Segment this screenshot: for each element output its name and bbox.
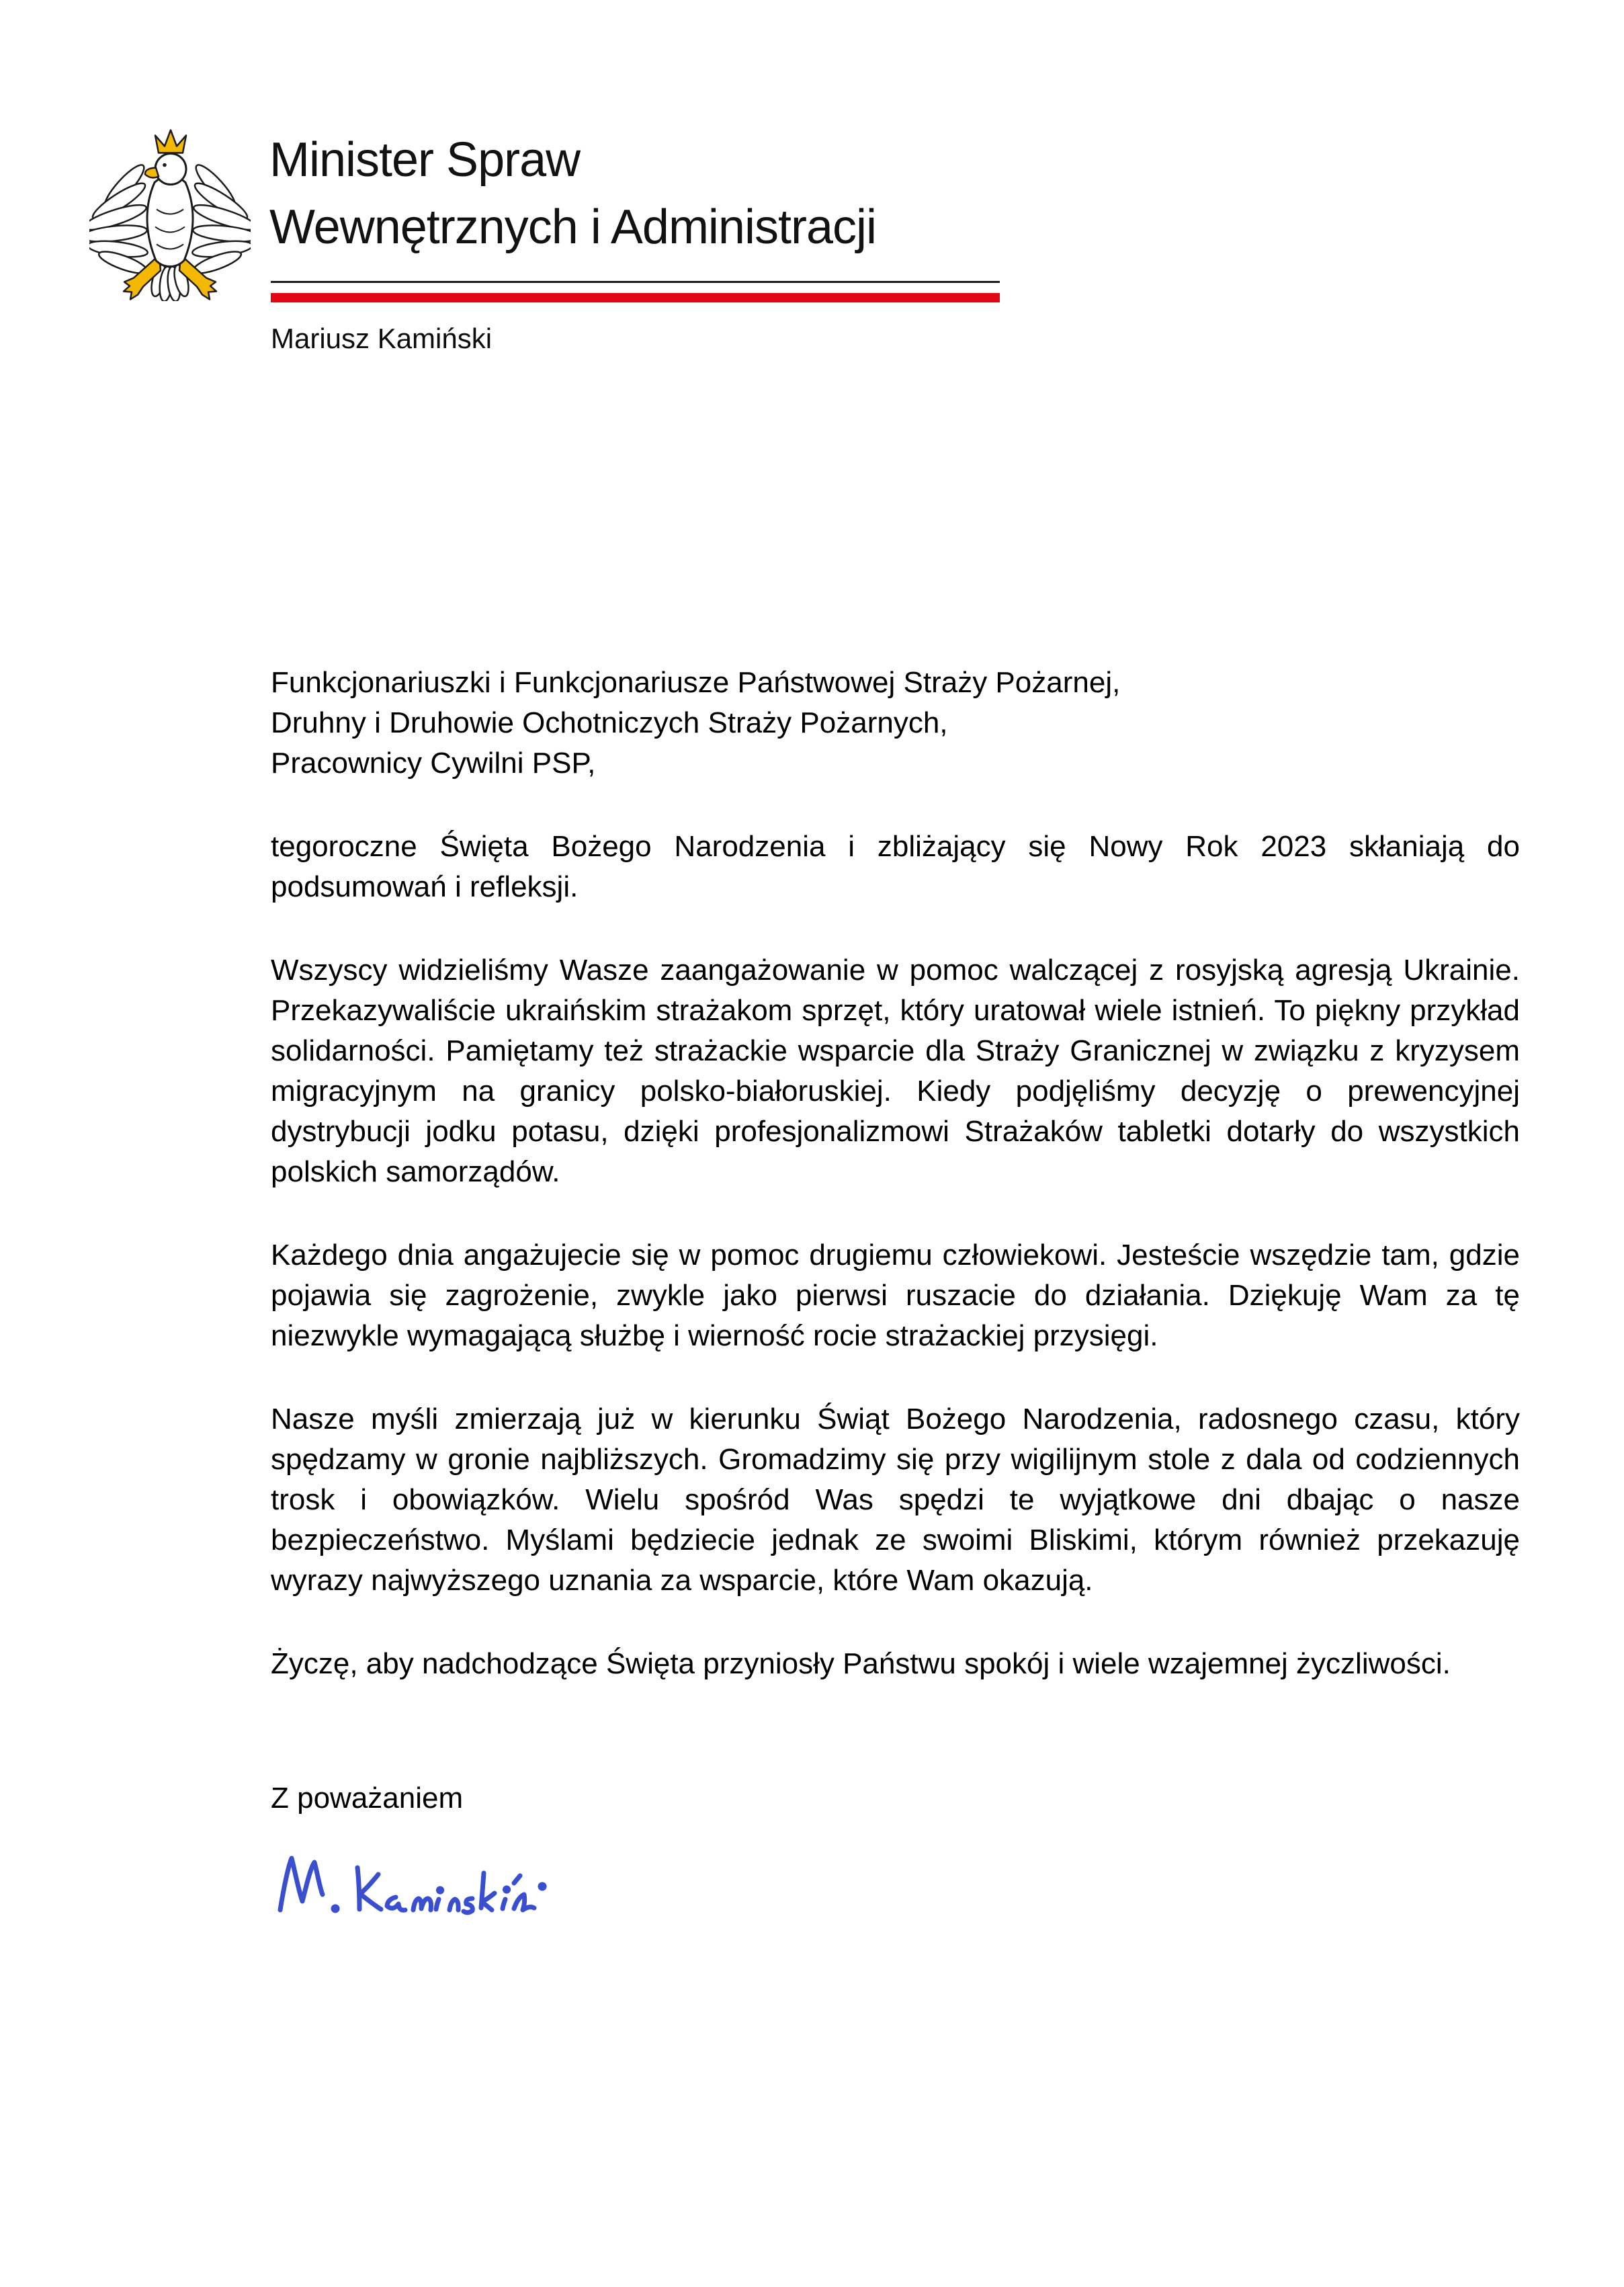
ministry-title-line1: Minister Spraw bbox=[269, 133, 581, 187]
paragraph-christmas: Nasze myśli zmierzają już w kierunku Świąt Bożego Narodzenia, radosnego czasu, który spędzamy w gronie najbliższych. Gromadzimy się przy wigilijnym stole z dala od codziennych trosk i obowiązków. Wielu spośród Was spędzi te wyjątkowe dni dbając o nasze bezpieczeństwo. Myślami będziecie jednak ze swoimi Bliskimi, którym również przekazuję wyrazy najwyższego uznania za wsparcie, które Wam okazują. bbox=[271, 1403, 1520, 1597]
ministry-title-line2: Wewnętrznych i Administracji bbox=[269, 200, 876, 254]
letter-body bbox=[271, 663, 1520, 1919]
paragraph-wishes: Życzę, aby nadchodzące Święta przyniosły Państwu spokój i wiele wzajemnej życzliwości. bbox=[271, 1647, 1451, 1680]
salutation-line: Druhny i Druhowie Ochotniczych Straży Pożarnych, bbox=[271, 706, 948, 739]
minister-name: Mariusz Kamiński bbox=[271, 323, 493, 354]
salutation bbox=[271, 663, 1520, 784]
coat-of-arms-eagle-emblem bbox=[89, 121, 251, 301]
ministry-title bbox=[269, 126, 876, 261]
flag-white-stripe bbox=[271, 283, 1000, 293]
flag-red-stripe bbox=[271, 293, 1000, 302]
paragraph-intro: tegoroczne Święta Bożego Narodzenia i zbliżający się Nowy Rok 2023 skłaniają do podsumowań i refleksji. bbox=[271, 830, 1520, 903]
handwritten-signature bbox=[271, 1845, 620, 1919]
salutation-line: Pracownicy Cywilni PSP, bbox=[271, 747, 596, 780]
paragraph-ukraine-support: Wszyscy widzieliśmy Wasze zaangażowanie w pomoc walczącej z rosyjską agresją Ukrainie. Przekazywaliście ukraińskim strażakom sprzęt, który uratował wiele istnień. To piękny przykład solidarności. Pamiętamy też strażackie wsparcie dla Straży Granicznej w związku z kryzysem migracyjnym na granicy polsko-białoruskiej. Kiedy podjęliśmy decyzję o prewencyjnej dystrybucji jodku potasu, dzięki profesjonalizmowi Strażaków tabletki dotarły do wszystkich polskich samorządów. bbox=[271, 954, 1520, 1188]
salutation-line: Funkcjonariuszki i Funkcjonariusze Państwowej Straży Pożarnej, bbox=[271, 666, 1121, 699]
closing-phrase: Z poważaniem bbox=[271, 1782, 464, 1815]
paragraph-daily-service: Każdego dnia angażujecie się w pomoc drugiemu człowiekowi. Jesteście wszędzie tam, gdzie pojawia się zagrożenie, zwykle jako pierwsi ruszacie do działania. Dziękuję Wam za tę niezwykle wymagającą służbę i wierność rocie strażackiej przysięgi. bbox=[271, 1239, 1520, 1352]
flag-divider bbox=[271, 281, 1000, 302]
